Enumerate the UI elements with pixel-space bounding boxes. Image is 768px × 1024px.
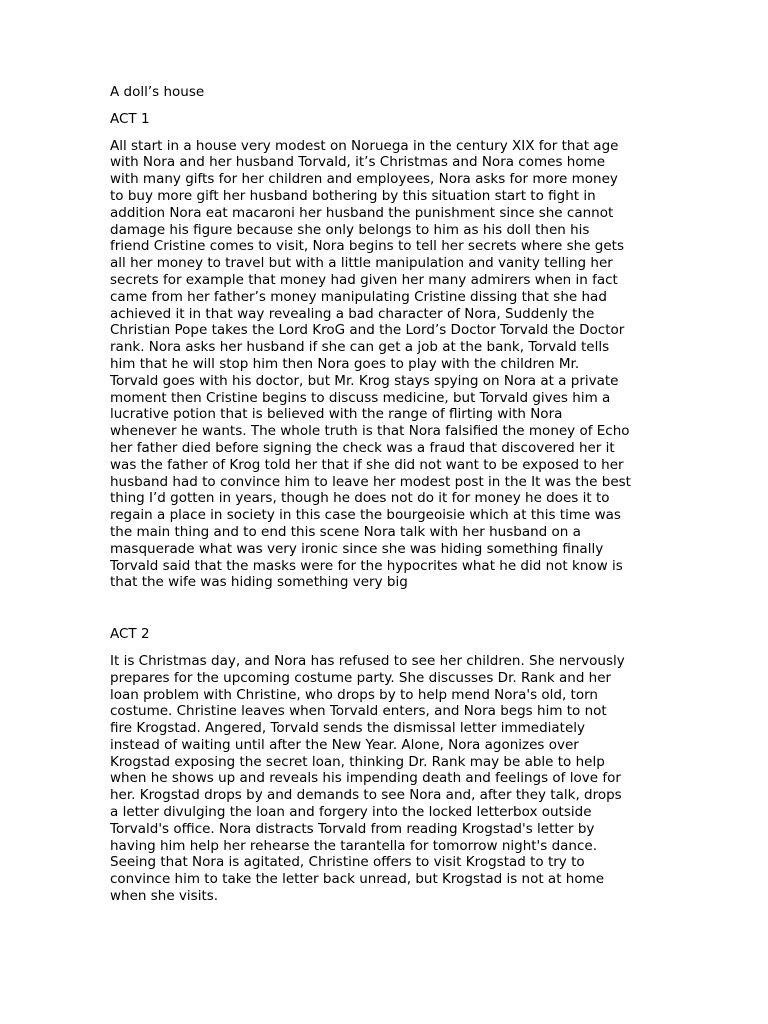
- paragraph-line: lucrative potion that is believed with the range of flirting with Nora: [110, 406, 563, 423]
- paragraph-line: Christian Pope takes the Lord KroG and the Lord’s Doctor Torvald the Doctor: [110, 322, 625, 339]
- paragraph-line: It is Christmas day, and Nora has refused to see her children. She nervously: [110, 652, 625, 669]
- paragraph-line: when he shows up and reveals his impending death and feelings of love for: [110, 770, 621, 787]
- paragraph-line: achieved it in that way revealing a bad character of Nora, Suddenly the: [110, 305, 595, 322]
- paragraph-line: him that he will stop him then Nora goes to play with the children Mr.: [110, 355, 580, 372]
- paragraph-line: thing I’d gotten in years, though he does not do it for money he does it to: [110, 490, 610, 507]
- act1-paragraph: [110, 138, 658, 592]
- paragraph-line: that the wife was hiding something very big: [110, 574, 408, 591]
- paragraph-line: a letter divulging the loan and forgery into the locked letterbox outside: [110, 804, 592, 821]
- paragraph-line: to buy more gift her husband bothering by this situation start to fight in: [110, 187, 596, 204]
- paragraph-line: damage his figure because she only belongs to him as his doll then his: [110, 221, 590, 238]
- document-title: A doll’s house: [110, 84, 205, 100]
- paragraph-line: masquerade what was very ironic since she was hiding something finally: [110, 540, 604, 557]
- paragraph-line: convince him to take the letter back unread, but Krogstad is not at home: [110, 871, 605, 888]
- paragraph-line: Torvald said that the masks were for the hypocrites what he did not know is: [110, 557, 623, 574]
- act1-heading: ACT 1: [110, 110, 150, 127]
- paragraph-line: with Nora and her husband Torvald, it’s Christmas and Nora comes home: [110, 154, 606, 171]
- paragraph-line: addition Nora eat macaroni her husband the punishment since she cannot: [110, 204, 614, 221]
- act2-paragraph: [110, 653, 658, 905]
- paragraph-line: friend Cristine comes to visit, Nora begins to tell her secrets where she gets: [110, 238, 625, 255]
- paragraph-line: rank. Nora asks her husband if she can get a job at the bank, Torvald tells: [110, 339, 610, 356]
- paragraph-line: when she visits.: [110, 888, 219, 905]
- paragraph-line: whenever he wants. The whole truth is that Nora falsified the money of Echo: [110, 423, 630, 440]
- paragraph-line: secrets for example that money had given her many admirers when in fact: [110, 271, 618, 288]
- paragraph-line: husband had to convince him to leave her modest post in the It was the best: [110, 473, 631, 490]
- paragraph-line: having him help her rehearse the tarantella for tomorrow night's dance.: [110, 837, 597, 854]
- paragraph-line: loan problem with Christine, who drops by to help mend Nora's old, torn: [110, 686, 598, 703]
- paragraph-line: with many gifts for her children and employees, Nora asks for more money: [110, 171, 618, 188]
- paragraph-line: instead of waiting until after the New Year. Alone, Nora agonizes over: [110, 736, 579, 753]
- paragraph-line: All start in a house very modest on Noruega in the century XIX for that age: [110, 137, 619, 154]
- paragraph-line: came from her father’s money manipulating Cristine dissing that she had: [110, 288, 607, 305]
- paragraph-line: all her money to travel but with a little manipulation and vanity telling her: [110, 255, 613, 272]
- paragraph-line: fire Krogstad. Angered, Torvald sends the dismissal letter immediately: [110, 720, 586, 737]
- paragraph-line: the main thing and to end this scene Nora talk with her husband on a: [110, 523, 581, 540]
- paragraph-line: Seeing that Nora is agitated, Christine offers to visit Krogstad to try to: [110, 854, 585, 871]
- document-page: [110, 84, 658, 905]
- paragraph-line: Torvald goes with his doctor, but Mr. Krog stays spying on Nora at a private: [110, 372, 619, 389]
- paragraph-line: was the father of Krog told her that if she did not want to be exposed to her: [110, 456, 624, 473]
- paragraph-line: Krogstad exposing the secret loan, thinking Dr. Rank may be able to help: [110, 753, 605, 770]
- paragraph-line: prepares for the upcoming costume party. She discusses Dr. Rank and her: [110, 669, 612, 686]
- paragraph-line: her father died before signing the check was a fraud that discovered her it: [110, 439, 615, 456]
- paragraph-line: her. Krogstad drops by and demands to see Nora and, after they talk, drops: [110, 787, 622, 804]
- paragraph-line: regain a place in society in this case the bourgeoisie which at this time was: [110, 507, 621, 524]
- paragraph-line: moment then Cristine begins to discuss medicine, but Torvald gives him a: [110, 389, 611, 406]
- paragraph-line: Torvald's office. Nora distracts Torvald from reading Krogstad's letter by: [110, 820, 595, 837]
- act2-heading: ACT 2: [110, 626, 150, 643]
- paragraph-line: costume. Christine leaves when Torvald enters, and Nora begs him to not: [110, 703, 607, 720]
